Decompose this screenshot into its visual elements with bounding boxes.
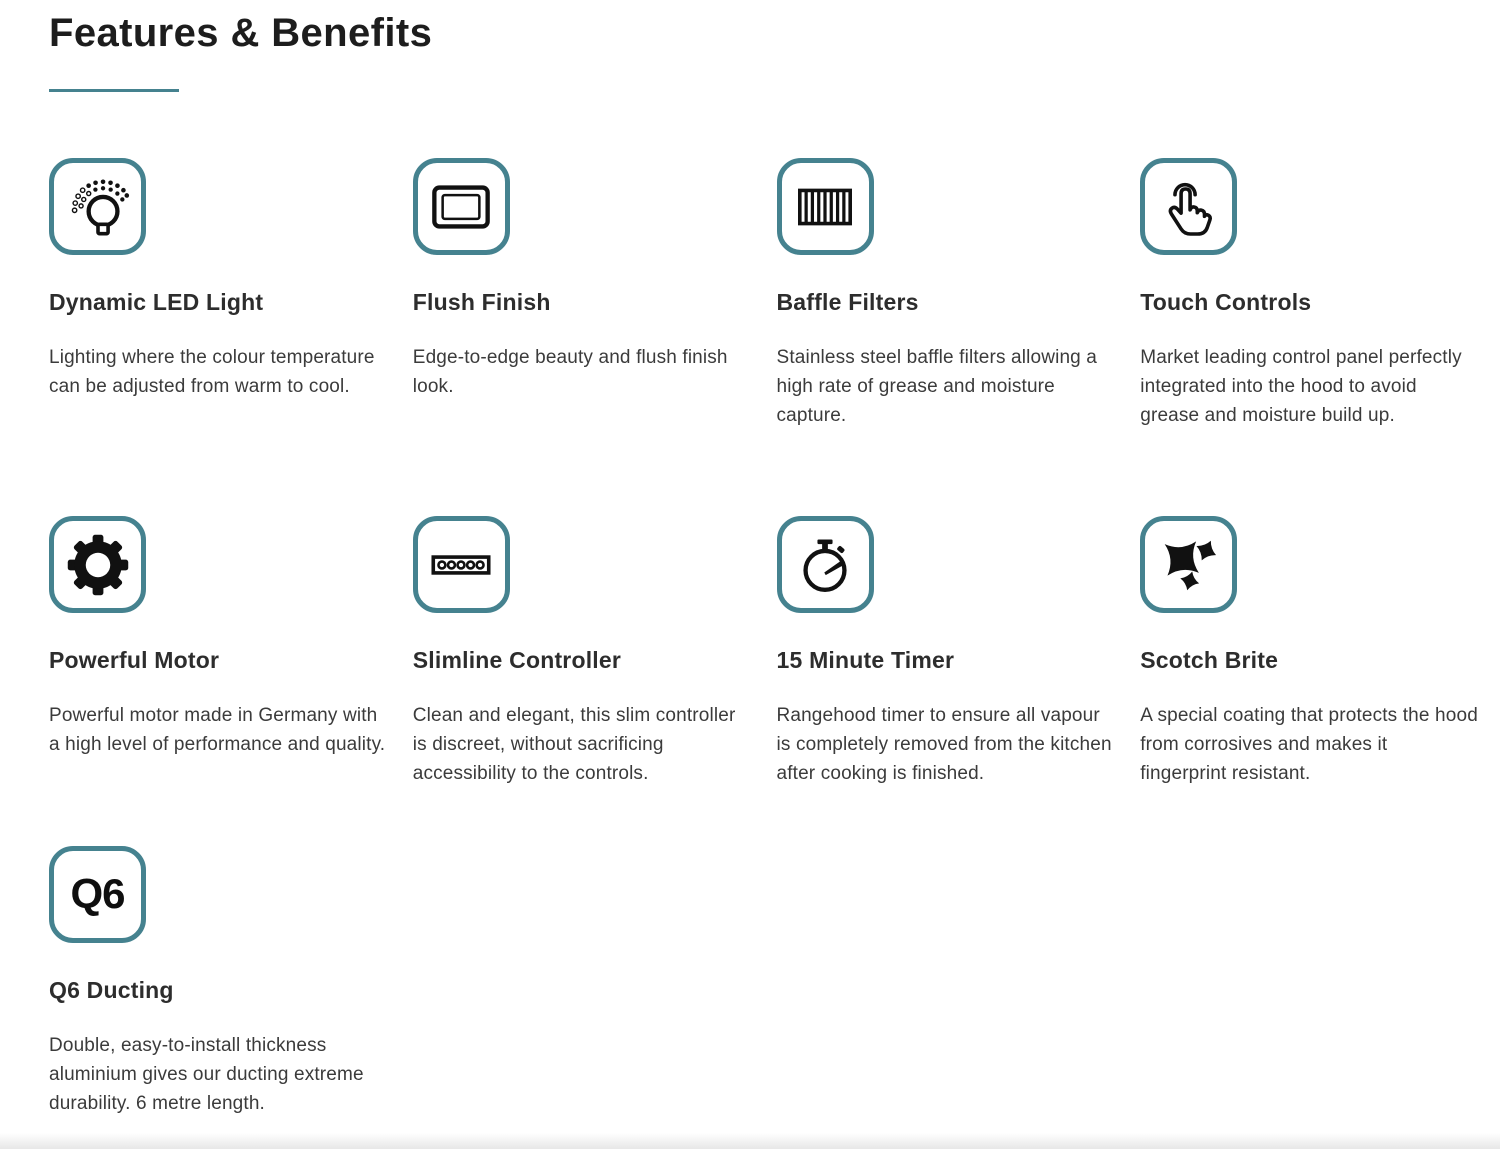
feature-touch-controls (1140, 158, 1478, 430)
touch-hand-icon (1140, 158, 1237, 255)
page-title: Features & Benefits (49, 11, 433, 55)
feature-row-3 (49, 846, 1478, 1118)
feature-title: Scotch Brite (1140, 647, 1279, 673)
feature-row-1 (49, 158, 1478, 430)
feature-description: Market leading control panel perfectly integrated into the hood to avoid grease and moisture build up. (1140, 347, 1462, 426)
heading-accent-underline (49, 89, 179, 92)
baffle-filter-icon (777, 158, 874, 255)
feature-baffle-filters (777, 158, 1115, 430)
feature-powerful-motor (49, 516, 387, 788)
feature-title: 15 Minute Timer (776, 647, 955, 673)
feature-description: Rangehood timer to ensure all vapour is completely removed from the kitchen after cooking is finished. (776, 705, 1112, 784)
stopwatch-icon (777, 516, 874, 613)
feature-description: Stainless steel baffle filters allowing a high rate of grease and moisture capture. (776, 347, 1098, 426)
feature-title: Slimline Controller (412, 647, 622, 673)
feature-description: Edge-to-edge beauty and flush finish look. (412, 347, 728, 397)
feature-title: Dynamic LED Light (49, 289, 264, 315)
feature-scotch-brite (1140, 516, 1478, 788)
feature-description: Double, easy-to-install thickness aluminium gives our ducting extreme durability. 6 metre length. (49, 1035, 364, 1114)
feature-dynamic-led-light (49, 158, 387, 430)
feature-q6-ducting (49, 846, 387, 1118)
sparkles-icon (1140, 516, 1237, 613)
empty-cell (1140, 846, 1478, 1118)
feature-title: Powerful Motor (49, 647, 220, 673)
feature-description: Lighting where the colour temperature can be adjusted from warm to cool. (49, 347, 375, 397)
feature-description: Clean and elegant, this slim controller is discreet, without sacrificing accessibility to the controls. (412, 705, 736, 784)
feature-title: Q6 Ducting (49, 977, 174, 1003)
feature-title: Touch Controls (1140, 289, 1312, 315)
feature-title: Flush Finish (412, 289, 551, 315)
gear-icon (49, 516, 146, 613)
feature-row-2 (49, 516, 1478, 788)
flush-screen-icon (413, 158, 510, 255)
feature-flush-finish (413, 158, 751, 430)
empty-cell (777, 846, 1115, 1118)
feature-15-minute-timer (777, 516, 1115, 788)
feature-title: Baffle Filters (776, 289, 919, 315)
empty-cell (413, 846, 751, 1118)
feature-description: A special coating that protects the hood from corrosives and makes it fingerprint resistant. (1140, 705, 1478, 784)
bottom-edge-fade (0, 1133, 1500, 1149)
q6-badge-icon (49, 846, 146, 943)
slimline-controller-icon (413, 516, 510, 613)
feature-description: Powerful motor made in Germany with a high level of performance and quality. (49, 705, 386, 755)
q6-badge-text: Q6 (70, 869, 125, 917)
feature-slimline-controller (413, 516, 751, 788)
led-light-icon (49, 158, 146, 255)
